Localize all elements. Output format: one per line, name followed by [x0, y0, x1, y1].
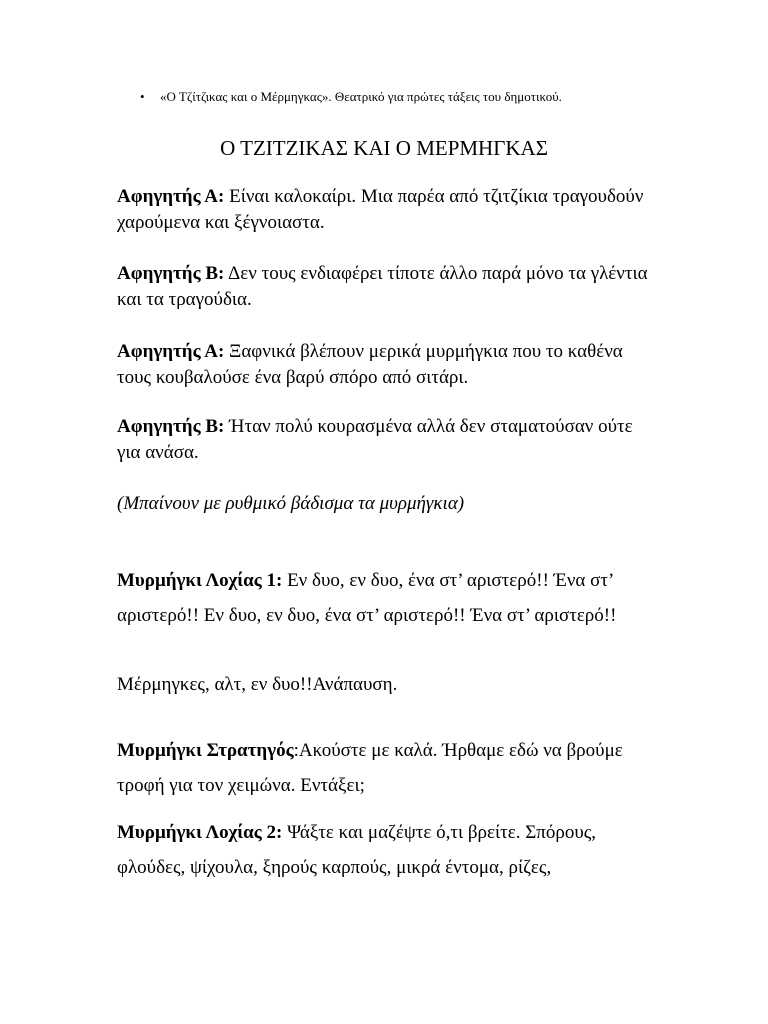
dialogue-line-narrator-b-2 — [117, 414, 657, 466]
dialogue-text: Εν δυο, εν δυο, ένα στ’ αριστερό!! Ένα στ’ αριστερό!! Εν δυο, εν δυο, ένα στ’ αριστερό!! Ένα στ’ αριστερό!! — [117, 570, 617, 626]
speaker-name: Μυρμήγκι Λοχίας 2: — [117, 822, 283, 843]
dialogue-line-narrator-b-1 — [117, 261, 657, 313]
intro-bullet-text: «Ο Τζίτζικας και ο Μέρμηγκας». Θεατρικό για πρώτες τάξεις του δημοτικού. — [160, 89, 562, 104]
dialogue-line-narrator-a-2 — [117, 339, 657, 391]
speaker-name: Αφηγητής Β: — [117, 416, 225, 437]
dialogue-text: Δεν τους ενδιαφέρει τίποτε άλλο παρά μόνο τα γλέντια και τα τραγούδια. — [117, 263, 648, 310]
speaker-name: Μυρμήγκι Στρατηγός — [117, 740, 294, 761]
dialogue-text: Ψάξτε και μαζέψτε ό,τι βρείτε. Σπόρους, φλούδες, ψίχουλα, ξηρούς καρπούς, μικρά έντομα, ρίζες, — [117, 822, 597, 878]
stage-direction: (Μπαίνουν με ρυθμικό βάδισμα τα μυρμήγκια) — [117, 493, 465, 514]
dialogue-line-ant-general — [117, 733, 657, 803]
dialogue-text: :Ακούστε με καλά. Ήρθαμε εδώ να βρούμε τροφή για τον χειμώνα. Εντάξει; — [117, 740, 623, 796]
intro-bullet-item — [140, 88, 562, 106]
dialogue-text: Ήταν πολύ κουρασμένα αλλά δεν σταματούσαν ούτε για ανάσα. — [117, 416, 633, 463]
speaker-name: Αφηγητής Α: — [117, 186, 225, 207]
dialogue-text: Ξαφνικά βλέπουν μερικά μυρμήγκια που το καθένα τους κουβαλούσε ένα βαρύ σπόρο από σιτάρι. — [117, 341, 623, 388]
dialogue-line-ant-sergeant-1 — [117, 563, 657, 633]
speaker-name: Αφηγητής Β: — [117, 263, 225, 284]
speaker-name: Μυρμήγκι Λοχίας 1: — [117, 570, 283, 591]
dialogue-line-narrator-a-1 — [117, 184, 657, 236]
dialogue-line-ant-sergeant-2 — [117, 815, 657, 885]
bullet-icon: • — [140, 89, 145, 104]
speaker-name: Αφηγητής Α: — [117, 341, 225, 362]
play-title: Ο ΤΖΙΤΖΙΚΑΣ ΚΑΙ Ο ΜΕΡΜΗΓΚΑΣ — [220, 136, 548, 160]
dialogue-line-ant-sergeant-1-continued: Μέρμηγκες, αλτ, εν δυο!!Ανάπαυση. — [117, 674, 398, 695]
dialogue-text: Είναι καλοκαίρι. Μια παρέα από τζιτζίκια τραγουδούν χαρούμενα και ξέγνοιαστα. — [117, 186, 644, 233]
